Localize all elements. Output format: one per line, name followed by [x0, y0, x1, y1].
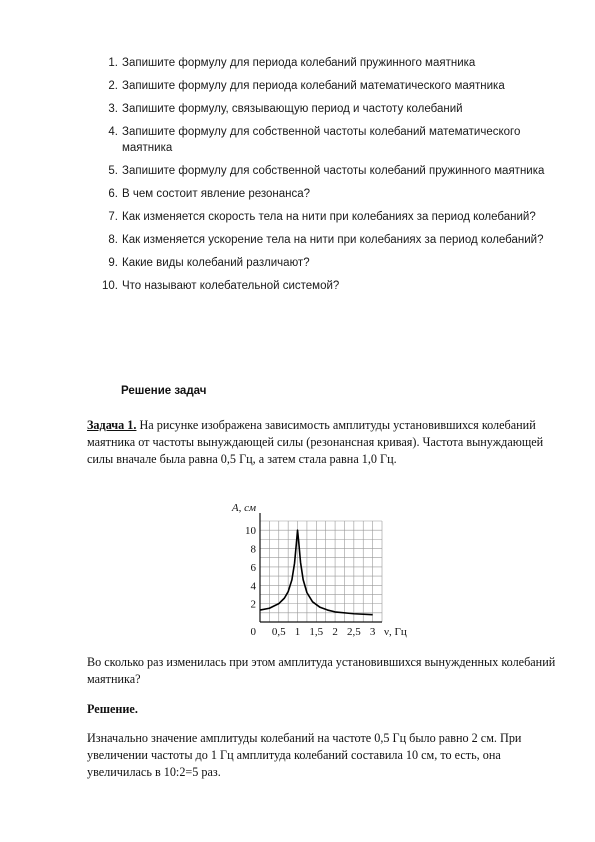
question-paragraph: Во сколько раз изменилась при этом амплитуда установившихся вынужденных колебаний маятника?: [87, 655, 556, 686]
question-number: 1.: [108, 57, 118, 69]
question-item: [98, 209, 558, 225]
question-item: [98, 255, 558, 271]
question-item: [98, 186, 558, 202]
y-tick-label: 2: [250, 598, 256, 611]
question-text: Запишите формулу для собственной частоты колебаний математического маятника: [122, 126, 521, 154]
x-tick-label: 0,5: [271, 626, 286, 638]
question-number: 5.: [108, 165, 118, 177]
question-item: [98, 124, 558, 156]
question-number: 7.: [108, 211, 118, 223]
origin-label: 0: [250, 626, 256, 638]
x-tick-label: 3: [369, 626, 376, 638]
question-list: [98, 55, 558, 301]
question-text: Запишите формулу, связывающую период и частоту колебаний: [122, 103, 463, 115]
resonance-chart: [222, 497, 422, 642]
question-text: В чем состоит явление резонанса?: [122, 188, 311, 200]
x-tick-label: 2,5: [346, 626, 361, 638]
question-number: 8.: [108, 234, 118, 246]
question-text: Какие виды колебаний различают?: [122, 257, 310, 269]
question-number: 2.: [108, 80, 118, 92]
x-tick-label: 1,5: [309, 626, 324, 638]
y-tick-label: 6: [250, 561, 256, 574]
question-item: [98, 163, 558, 179]
question-number: 9.: [108, 257, 118, 269]
y-axis-label: A, см: [231, 502, 256, 514]
y-tick-label: 8: [250, 543, 256, 556]
section-title: Решение задач: [121, 385, 207, 397]
question-item: [98, 232, 558, 248]
task-label: Задача 1.: [87, 418, 137, 432]
question-item: [98, 55, 558, 71]
x-axis-label: ν, Гц: [384, 626, 407, 638]
question-text: Что называют колебательной системой?: [122, 280, 340, 292]
task-paragraph: [87, 417, 557, 468]
solution-label: Решение.: [87, 702, 138, 716]
question-item: [98, 101, 558, 117]
x-tick-label: 2: [332, 626, 338, 638]
y-tick-label: 4: [250, 580, 256, 593]
question-text: Как изменяется ускорение тела на нити при колебаниях за период колебаний?: [122, 234, 544, 246]
question-text: Запишите формулу для периода колебаний математического маятника: [122, 80, 505, 92]
question-text: Запишите формулу для периода колебаний пружинного маятника: [122, 57, 476, 69]
question-item: [98, 78, 558, 94]
question-number: 3.: [108, 103, 118, 115]
question-text: Как изменяется скорость тела на нити при колебаниях за период колебаний?: [122, 211, 536, 223]
x-tick-label: 1: [294, 626, 301, 638]
question-text: Запишите формулу для собственной частоты колебаний пружинного маятника: [122, 165, 545, 177]
question-number: 4.: [108, 126, 118, 138]
question-item: [98, 278, 558, 294]
question-number: 10.: [102, 280, 118, 292]
y-tick-label: 10: [245, 525, 256, 538]
solution-paragraph: Изначально значение амплитуды колебаний на частоте 0,5 Гц было равно 2 см. При увеличении частоты до 1 Гц амплитуда колебаний составила 10 см, то есть, она увеличилась в 10:2=5 раз.: [87, 731, 522, 779]
task-text: На рисунке изображена зависимость амплитуды установившихся колебаний маятника от частоты вынуждающей силы (резонансная кривая). Частота вынуждающей силы вначале была равна 0,5 Гц, а затем стала равна 1,0 Гц.: [87, 418, 544, 466]
question-number: 6.: [108, 188, 118, 200]
